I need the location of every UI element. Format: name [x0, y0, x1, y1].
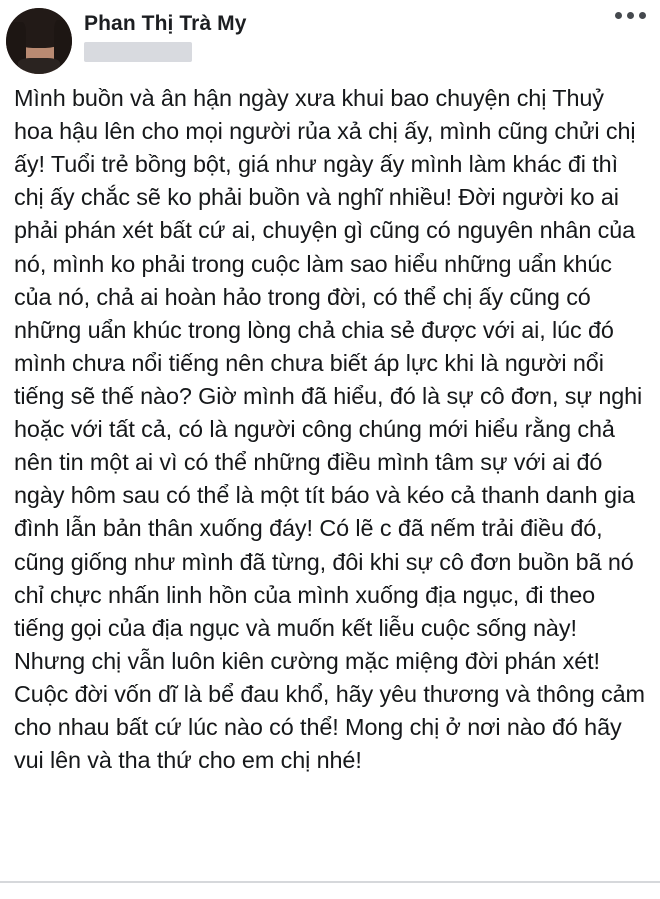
- post-meta-redacted: [84, 42, 192, 62]
- post-text: Mình buồn và ân hận ngày xưa khui bao chuyện chị Thuỷ hoa hậu lên cho mọi người rủa xả chị ấy, mình cũng chửi chị ấy! Tuổi trẻ bồng bột, giá như ngày ấy mình làm khác đi thì chị ấy chắc sẽ ko phải buồn và nghĩ nhiều! Đời người ko ai phải phán xét bất cứ ai, chuyện gì cũng có nguyên nhân của nó, mình ko phải trong cuộc làm sao hiểu những uẩn khúc của nó, chả ai hoàn hảo trong đời, có thể chị ấy cũng có những uẩn khúc trong lòng chả chia sẻ được với ai, lúc đó mình chưa nổi tiếng nên chưa biết áp lực khi là người nổi tiếng sẽ thế nào? Giờ mình đã hiểu, đó là sự cô đơn, sự nghi hoặc với tất cả, có là người công chúng mới hiểu rằng chả nên tin một ai vì có thể những điều mình tâm sự với ai đó ngày hôm sau có thể là một tít báo và kéo cả thanh danh gia đình lẫn bản thân xuống đáy! Có lẽ c đã nếm trải điều đó, cũng giống như mình đã từng, đôi khi sự cô đơn buồn bã nó chỉ chực nhấn linh hồn của mình xuống địa ngục, đi theo tiếng gọi của địa ngục và muốn kết liễu cuộc sống này! Nhưng chị vẫn luôn kiên cường mặc miệng đời phán xét! Cuộc đời vốn dĩ là bể đau khổ, hãy yêu thương và thông cảm cho nhau bất cứ lúc nào có thể! Mong chị ở nơi nào đó hãy vui lên và tha thứ cho em chị nhé!: [14, 85, 652, 774]
- more-dot-icon: [627, 12, 634, 19]
- post-header-text: [84, 6, 247, 62]
- post-header: [0, 0, 660, 78]
- more-dot-icon: [639, 12, 646, 19]
- avatar[interactable]: [6, 8, 72, 74]
- more-dot-icon: [615, 12, 622, 19]
- post-footer-space: [0, 883, 660, 899]
- author-name[interactable]: Phan Thị Trà My: [84, 12, 247, 35]
- more-options-button[interactable]: [615, 12, 646, 19]
- avatar-clothing: [18, 58, 60, 74]
